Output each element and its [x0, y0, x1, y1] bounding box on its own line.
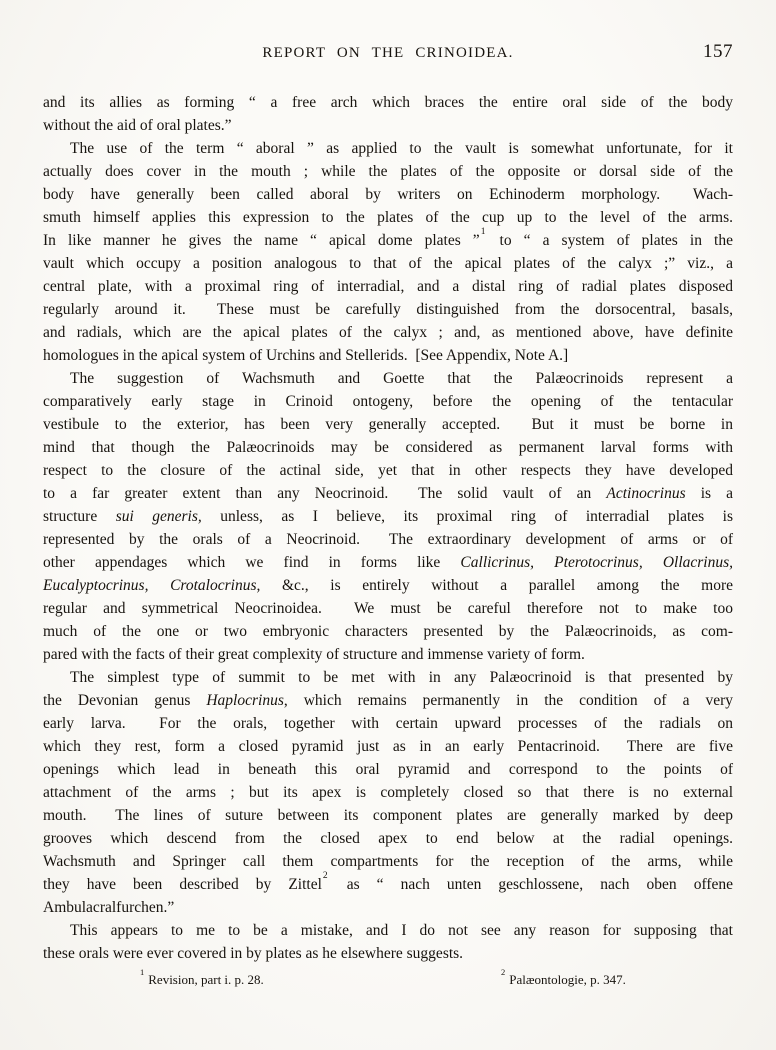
text-line: [43, 919, 733, 942]
footnote-2-marker: 2: [501, 966, 506, 977]
text-line: [43, 183, 733, 206]
text-line: [43, 114, 733, 137]
footnote-reference: 2: [322, 871, 328, 882]
text-line: [43, 206, 733, 229]
text-run: This appears to me to be a mistake, and I do not see any reason for supposing that: [70, 922, 733, 939]
text-run: respect to the closure of the actinal side, yet that in other respects they have developed: [43, 462, 733, 479]
text-line: [43, 298, 733, 321]
text-run: mouth. The lines of suture between its component plates are generally marked by deep: [43, 807, 733, 824]
text-run: comparatively early stage in Crinoid ontogeny, before the opening of the tentacular: [43, 393, 733, 410]
footnote-1-marker: 1: [140, 966, 145, 977]
text-run: The simplest type of summit to be met with in any Palæocrinoid is that presented by: [70, 669, 733, 686]
text-run: these orals were ever covered in by plates as he elsewhere suggests.: [43, 945, 464, 962]
text-run: to “ a system of plates in the: [487, 232, 733, 249]
text-line: [43, 390, 733, 413]
text-run: The use of the term “ aboral ” as applied to the vault is somewhat unfortunate, for it: [70, 140, 733, 157]
text-run: as “ nach unten geschlossene, nach oben offene: [329, 876, 733, 893]
footnote-1: [140, 966, 264, 988]
paragraph: [43, 666, 733, 919]
text-run: and its allies as forming “ a free arch which braces the entire oral side of the body: [43, 94, 733, 111]
text-run: openings which lead in beneath this oral pyramid and correspond to the points of: [43, 761, 733, 778]
running-title: REPORT ON THE CRINOIDEA.: [262, 45, 514, 61]
text-run: body have generally been called aboral by writers on Echinoderm morphology. Wach-: [43, 186, 733, 203]
page-number: 157: [703, 41, 733, 62]
italic-taxon-text: sui generis,: [115, 508, 202, 525]
italic-taxon-text: Eucalyptocrinus, Crotalocrinus,: [43, 577, 261, 594]
text-line: [43, 160, 733, 183]
text-run: much of the one or two embryonic characters presented by the Palæocrinoids, as com-: [43, 623, 733, 640]
text-line: [43, 252, 733, 275]
text-line: [43, 597, 733, 620]
footnote-2-text: Palæontologie, p. 347.: [509, 972, 626, 987]
paragraph: [43, 91, 733, 137]
text-run: represented by the orals of a Neocrinoid. The extraordinary development of arms or of: [43, 531, 733, 548]
text-run: Wachsmuth and Springer call them compartments for the reception of the arms, while: [43, 853, 733, 870]
text-run: , which remains permanently in the condition of a very: [283, 692, 733, 709]
text-line: [43, 505, 733, 528]
text-block: [43, 91, 733, 965]
text-run: In like manner he gives the name “ apical dome plates ”: [43, 232, 480, 249]
text-run: without the aid of oral plates.”: [43, 117, 232, 134]
footnote-reference: 1: [480, 227, 486, 238]
text-line: [43, 942, 733, 965]
text-run: vault which occupy a position analogous to that of the apical plates of the calyx ;” viz., a: [43, 255, 733, 272]
text-run: is a: [685, 485, 733, 502]
text-run: structure: [43, 508, 116, 525]
text-run: other appendages which we find in forms like: [43, 554, 461, 571]
text-line: [43, 413, 733, 436]
text-line: [43, 827, 733, 850]
text-run: The suggestion of Wachsmuth and Goette that the Palæocrinoids represent a: [70, 370, 733, 387]
text-run: and radials, which are the apical plates of the calyx ; and, as mentioned above, have definite: [43, 324, 733, 341]
text-run: Ambulacralfurchen.”: [43, 899, 175, 916]
text-line: [43, 735, 733, 758]
text-line: [43, 344, 733, 367]
text-line: [43, 459, 733, 482]
text-line: [43, 229, 733, 252]
footnote-1-text: Revision, part i. p. 28.: [148, 972, 264, 987]
text-line: [43, 712, 733, 735]
paragraph: [43, 919, 733, 965]
italic-taxon-text: Actinocrinus: [606, 485, 686, 502]
text-run: actually does cover in the mouth ; while the plates of the opposite or dorsal side of the: [43, 163, 733, 180]
paragraph: [43, 367, 733, 666]
text-run: central plate, with a proximal ring of interradial, and a distal ring of radial plates disposed: [43, 278, 733, 295]
page-header: [0, 0, 776, 65]
text-run: which they rest, form a closed pyramid just as in an early Pentacrinoid. There are five: [43, 738, 733, 755]
text-line: [43, 666, 733, 689]
text-line: [43, 804, 733, 827]
text-run: mind that though the Palæocrinoids may be considered as permanent larval forms with: [43, 439, 733, 456]
text-line: [43, 551, 733, 574]
text-run: the Devonian genus: [43, 692, 207, 709]
text-run: unless, as I believe, its proximal ring of interradial plates is: [201, 508, 733, 525]
text-line: [43, 91, 733, 114]
text-line: [43, 620, 733, 643]
text-line: [43, 137, 733, 160]
text-line: [43, 574, 733, 597]
text-line: [43, 689, 733, 712]
footnotes: [0, 966, 776, 994]
text-line: [43, 758, 733, 781]
text-run: &c., is entirely without a parallel among the more: [260, 577, 734, 594]
text-line: [43, 482, 733, 505]
text-run: grooves which descend from the closed apex to end below at the radial openings.: [43, 830, 733, 847]
text-line: [43, 873, 733, 896]
text-run: smuth himself applies this expression to the plates of the cup up to the level of the arms.: [43, 209, 733, 226]
text-run: regular and symmetrical Neocrinoidea. We must be careful therefore not to make too: [43, 600, 733, 617]
text-run: vestibule to the exterior, has been very generally accepted. But it must be borne in: [43, 416, 733, 433]
text-run: they have been described by Zittel: [43, 876, 322, 893]
text-run: to a far greater extent than any Neocrinoid. The solid vault of an: [43, 485, 607, 502]
text-run: attachment of the arms ; but its apex is completely closed so that there is no external: [43, 784, 733, 801]
text-line: [43, 528, 733, 551]
text-line: [43, 436, 733, 459]
text-run: regularly around it. These must be carefully distinguished from the dorsocentral, basals,: [43, 301, 733, 318]
text-line: [43, 896, 733, 919]
paragraph: [43, 137, 733, 367]
footnote-2: [501, 966, 626, 988]
text-run: homologues in the apical system of Urchins and Stellerids. [See Appendix, Note A.]: [43, 347, 569, 364]
italic-taxon-text: Haplocrinus: [206, 692, 284, 709]
text-line: [43, 781, 733, 804]
text-run: pared with the facts of their great complexity of structure and immense variety of form.: [43, 646, 585, 663]
text-run: early larva. For the orals, together with certain upward processes of the radials on: [43, 715, 733, 732]
text-line: [43, 367, 733, 390]
italic-taxon-text: Callicrinus, Pterotocrinus, Ollacrinus,: [460, 554, 733, 571]
text-line: [43, 275, 733, 298]
text-line: [43, 321, 733, 344]
text-line: [43, 643, 733, 666]
text-line: [43, 850, 733, 873]
